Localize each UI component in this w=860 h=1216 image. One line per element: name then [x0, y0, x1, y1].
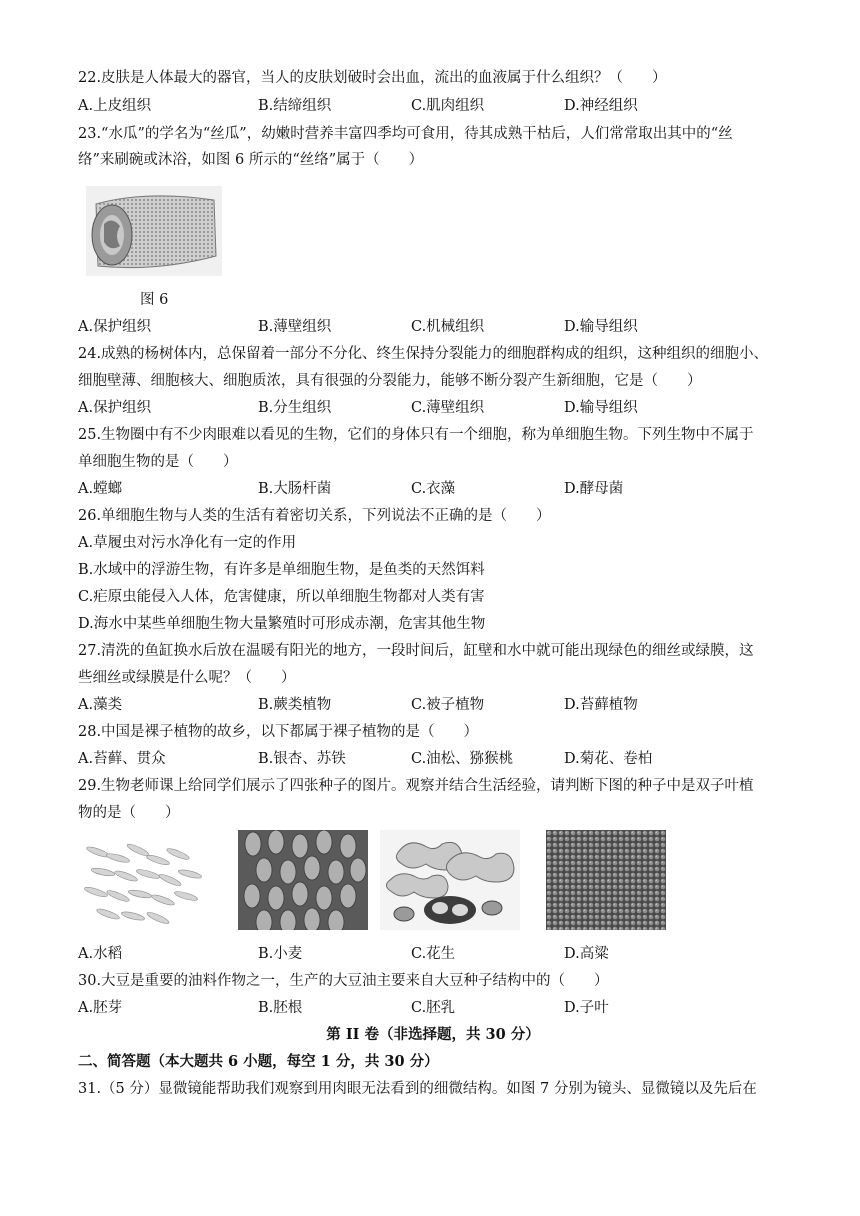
q22-option-d: D.神经组织	[564, 98, 638, 114]
q29-option-c: C.花生	[411, 946, 456, 962]
q27-option-d: D.苔藓植物	[564, 697, 638, 713]
part2-title: 第 II 卷（非选择题，共 30 分）	[326, 1026, 540, 1043]
q28-option-b: B.银杏、苏铁	[258, 751, 346, 767]
q28-option-a: A.苔藓、贯众	[78, 751, 166, 767]
wheat-seeds-image	[238, 830, 368, 930]
q28-stem: 28.中国是裸子植物的故乡，以下都属于裸子植物的是（ ）	[78, 724, 479, 740]
q27-option-b: B.蕨类植物	[258, 697, 332, 713]
q22-option-a: A.上皮组织	[78, 98, 152, 114]
q25-option-d: D.酵母菌	[564, 481, 624, 497]
q22-stem: 22.皮肤是人体最大的器官，当人的皮肤划破时会出血，流出的血液属于什么组织？（ ）	[78, 70, 667, 86]
q24-stem-line1: 24.成熟的杨树体内，总保留着一部分不分化、终生保持分裂能力的细胞群构成的组织，这种组织的细胞小、	[78, 346, 769, 362]
q25-option-c: C.衣藻	[411, 481, 456, 497]
q24-option-d: D.输导组织	[564, 400, 638, 416]
loofah-image	[86, 186, 222, 276]
q25-stem-line1: 25.生物圈中有不少肉眼难以看见的生物，它们的身体只有一个细胞，称为单细胞生物。下列生物中不属于	[78, 427, 754, 443]
section2-title: 二、简答题（本大题共 6 小题，每空 1 分，共 30 分）	[78, 1053, 439, 1070]
q23-option-b: B.薄壁组织	[258, 319, 332, 335]
q23-option-d: D.输导组织	[564, 319, 638, 335]
q23-option-a: A.保护组织	[78, 319, 152, 335]
q24-option-a: A.保护组织	[78, 400, 152, 416]
q24-stem-line2: 细胞壁薄、细胞核大、细胞质浓，具有很强的分裂能力，能够不断分裂产生新细胞，它是（ ）	[78, 373, 702, 389]
q28-option-d: D.菊花、卷柏	[564, 751, 653, 767]
q30-option-a: A.胚芽	[78, 1000, 123, 1016]
q26-option-b: B.水域中的浮游生物，有许多是单细胞生物，是鱼类的天然饵料	[78, 562, 485, 578]
q29-option-d: D.高粱	[564, 946, 609, 962]
q24-option-b: B.分生组织	[258, 400, 332, 416]
rice-seeds-image	[78, 830, 208, 930]
q22-option-b: B.结缔组织	[258, 98, 332, 114]
q29-option-a: A.水稻	[78, 946, 123, 962]
q23-option-c: C.机械组织	[411, 319, 485, 335]
q22-option-c: C.肌肉组织	[411, 98, 485, 114]
q28-option-c: C.油松、猕猴桃	[411, 751, 514, 767]
q26-stem: 26.单细胞生物与人类的生活有着密切关系，下列说法不正确的是（ ）	[78, 508, 551, 524]
q26-option-d: D.海水中某些单细胞生物大量繁殖时可形成赤潮，危害其他生物	[78, 616, 486, 632]
q26-option-a: A.草履虫对污水净化有一定的作用	[78, 535, 297, 551]
q30-option-d: D.子叶	[564, 1000, 609, 1016]
q27-stem-line2: 些细丝或绿膜是什么呢？（ ）	[78, 670, 296, 686]
q31-stem: 31.（5 分）显微镜能帮助我们观察到用肉眼无法看到的细微结构。如图 7 分别为镜头、显微镜以及先后在	[78, 1081, 757, 1097]
peanut-seeds-image	[380, 830, 520, 930]
q23-stem-line2: 络”来刷碗或沐浴，如图 6 所示的“丝络”属于（ ）	[78, 152, 424, 168]
sorghum-seeds-image	[546, 830, 666, 930]
q25-option-a: A.螳螂	[78, 481, 123, 497]
q27-option-a: A.藻类	[78, 697, 123, 713]
q25-stem-line2: 单细胞生物的是（ ）	[78, 454, 238, 470]
q24-option-c: C.薄壁组织	[411, 400, 485, 416]
q29-option-b: B.小麦	[258, 946, 303, 962]
figure-6-caption: 图 6	[140, 292, 169, 308]
q27-stem-line1: 27.清洗的鱼缸换水后放在温暖有阳光的地方，一段时间后，缸壁和水中就可能出现绿色的细丝或绿膜，这	[78, 643, 754, 659]
q30-option-b: B.胚根	[258, 1000, 303, 1016]
q26-option-c: C.疟原虫能侵入人体，危害健康，所以单细胞生物都对人类有害	[78, 589, 485, 605]
q30-option-c: C.胚乳	[411, 1000, 456, 1016]
q30-stem: 30.大豆是重要的油料作物之一，生产的大豆油主要来自大豆种子结构中的（ ）	[78, 973, 609, 989]
q29-stem-line1: 29.生物老师课上给同学们展示了四张种子的图片。观察并结合生活经验，请判断下图的种子中是双子叶植	[78, 778, 754, 794]
q29-stem-line2: 物的是（ ）	[78, 805, 180, 821]
q23-stem-line1: 23.“水瓜”的学名为“丝瓜”，幼嫩时营养丰富四季均可食用，待其成熟干枯后，人们常常取出其中的“丝	[78, 126, 733, 142]
q25-option-b: B.大肠杆菌	[258, 481, 332, 497]
q27-option-c: C.被子植物	[411, 697, 485, 713]
